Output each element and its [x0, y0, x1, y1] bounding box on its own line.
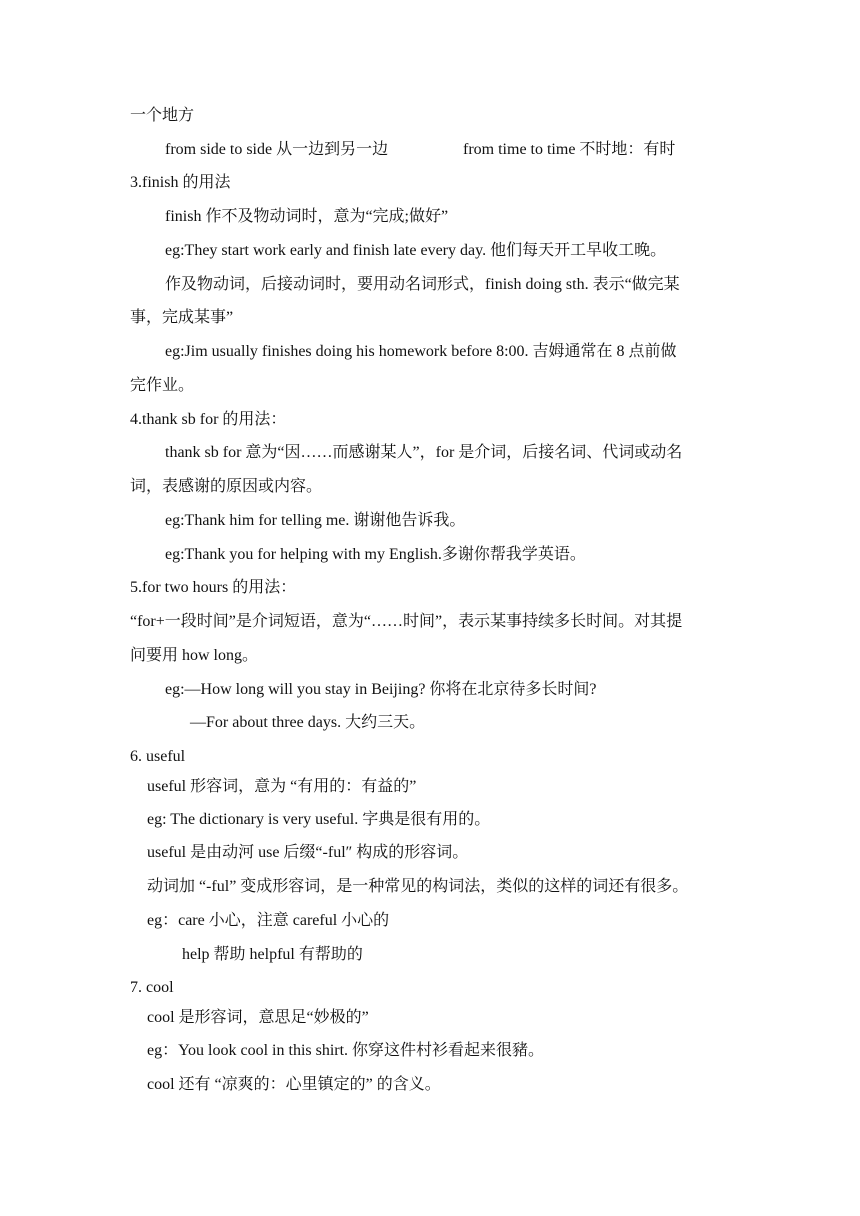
example-line: eg：You look cool in this shirt. 你穿这件村衫看起来很豬。 — [147, 1042, 545, 1059]
text-line: useful 是由动河 use 后缀“-ful″ 构成的形容词。 — [147, 844, 469, 861]
text-line: thank sb for 意为“因……而感谢某人”，for 是介词，后接名词、代词或动名 — [165, 444, 683, 461]
example-line: help 帮助 helpful 有帮助的 — [182, 946, 363, 963]
example-line: —For about three days. 大约三天。 — [190, 714, 426, 731]
example-line: eg:They start work early and finish late every day. 他们每天开工早收工晚。 — [165, 242, 667, 259]
example-line: eg：care 小心，注意 careful 小心的 — [147, 912, 390, 929]
example-line: eg:Thank you for helping with my English.多谢你帮我学英语。 — [165, 546, 586, 563]
text-line: 完作业。 — [130, 377, 195, 394]
section-heading: 6. useful — [130, 748, 186, 765]
text-line — [165, 140, 388, 160]
text-line: useful 形容词，意为 “有用的：有益的” — [147, 778, 417, 795]
text-line: 动词加 “-ful” 变成形容词，是一种常见的构词法，类似的这样的词还有很多。 — [147, 878, 689, 895]
text-line: 事，完成某事” — [130, 309, 234, 326]
phrase-from-time-to-time: from time to time 不时地：有时 — [463, 141, 676, 158]
phrase-from-side-to-side: from side to side 从一边到另一边 — [165, 141, 389, 158]
text-line: finish 作不及物动词时，意为“完成;做好” — [165, 208, 449, 225]
section-heading: 5.for two hours 的用法： — [130, 579, 297, 596]
example-line: eg:Thank him for telling me. 谢谢他告诉我。 — [165, 512, 466, 529]
section-heading: 7. cool — [130, 979, 174, 996]
example-line: eg: The dictionary is very useful. 字典是很有用的。 — [147, 811, 491, 828]
example-line: eg:Jim usually finishes doing his homework before 8:00. 吉姆通常在 8 点前做 — [165, 343, 677, 360]
section-heading: 3.finish 的用法 — [130, 174, 231, 191]
text-line: 作及物动词，后接动词时，要用动名词形式，finish doing sth. 表示“做完某 — [165, 276, 680, 293]
text-line: cool 还有 “凉爽的：心里镇定的” 的含义。 — [147, 1076, 441, 1093]
text-line: 一个地方 — [130, 107, 195, 124]
section-heading: 4.thank sb for 的用法： — [130, 411, 287, 428]
text-line: “for+一段时间”是介词短语，意为“……时间”，表示某事持续多长时间。对其提 — [130, 613, 683, 630]
text-line: cool 是形容词，意思足“妙极的” — [147, 1009, 369, 1026]
text-line: 词，表感谢的原因或内容。 — [130, 478, 323, 495]
text-line: 问要用 how long。 — [130, 647, 259, 664]
example-line: eg:—How long will you stay in Beijing? 你将在北京待多长时间? — [165, 681, 597, 698]
